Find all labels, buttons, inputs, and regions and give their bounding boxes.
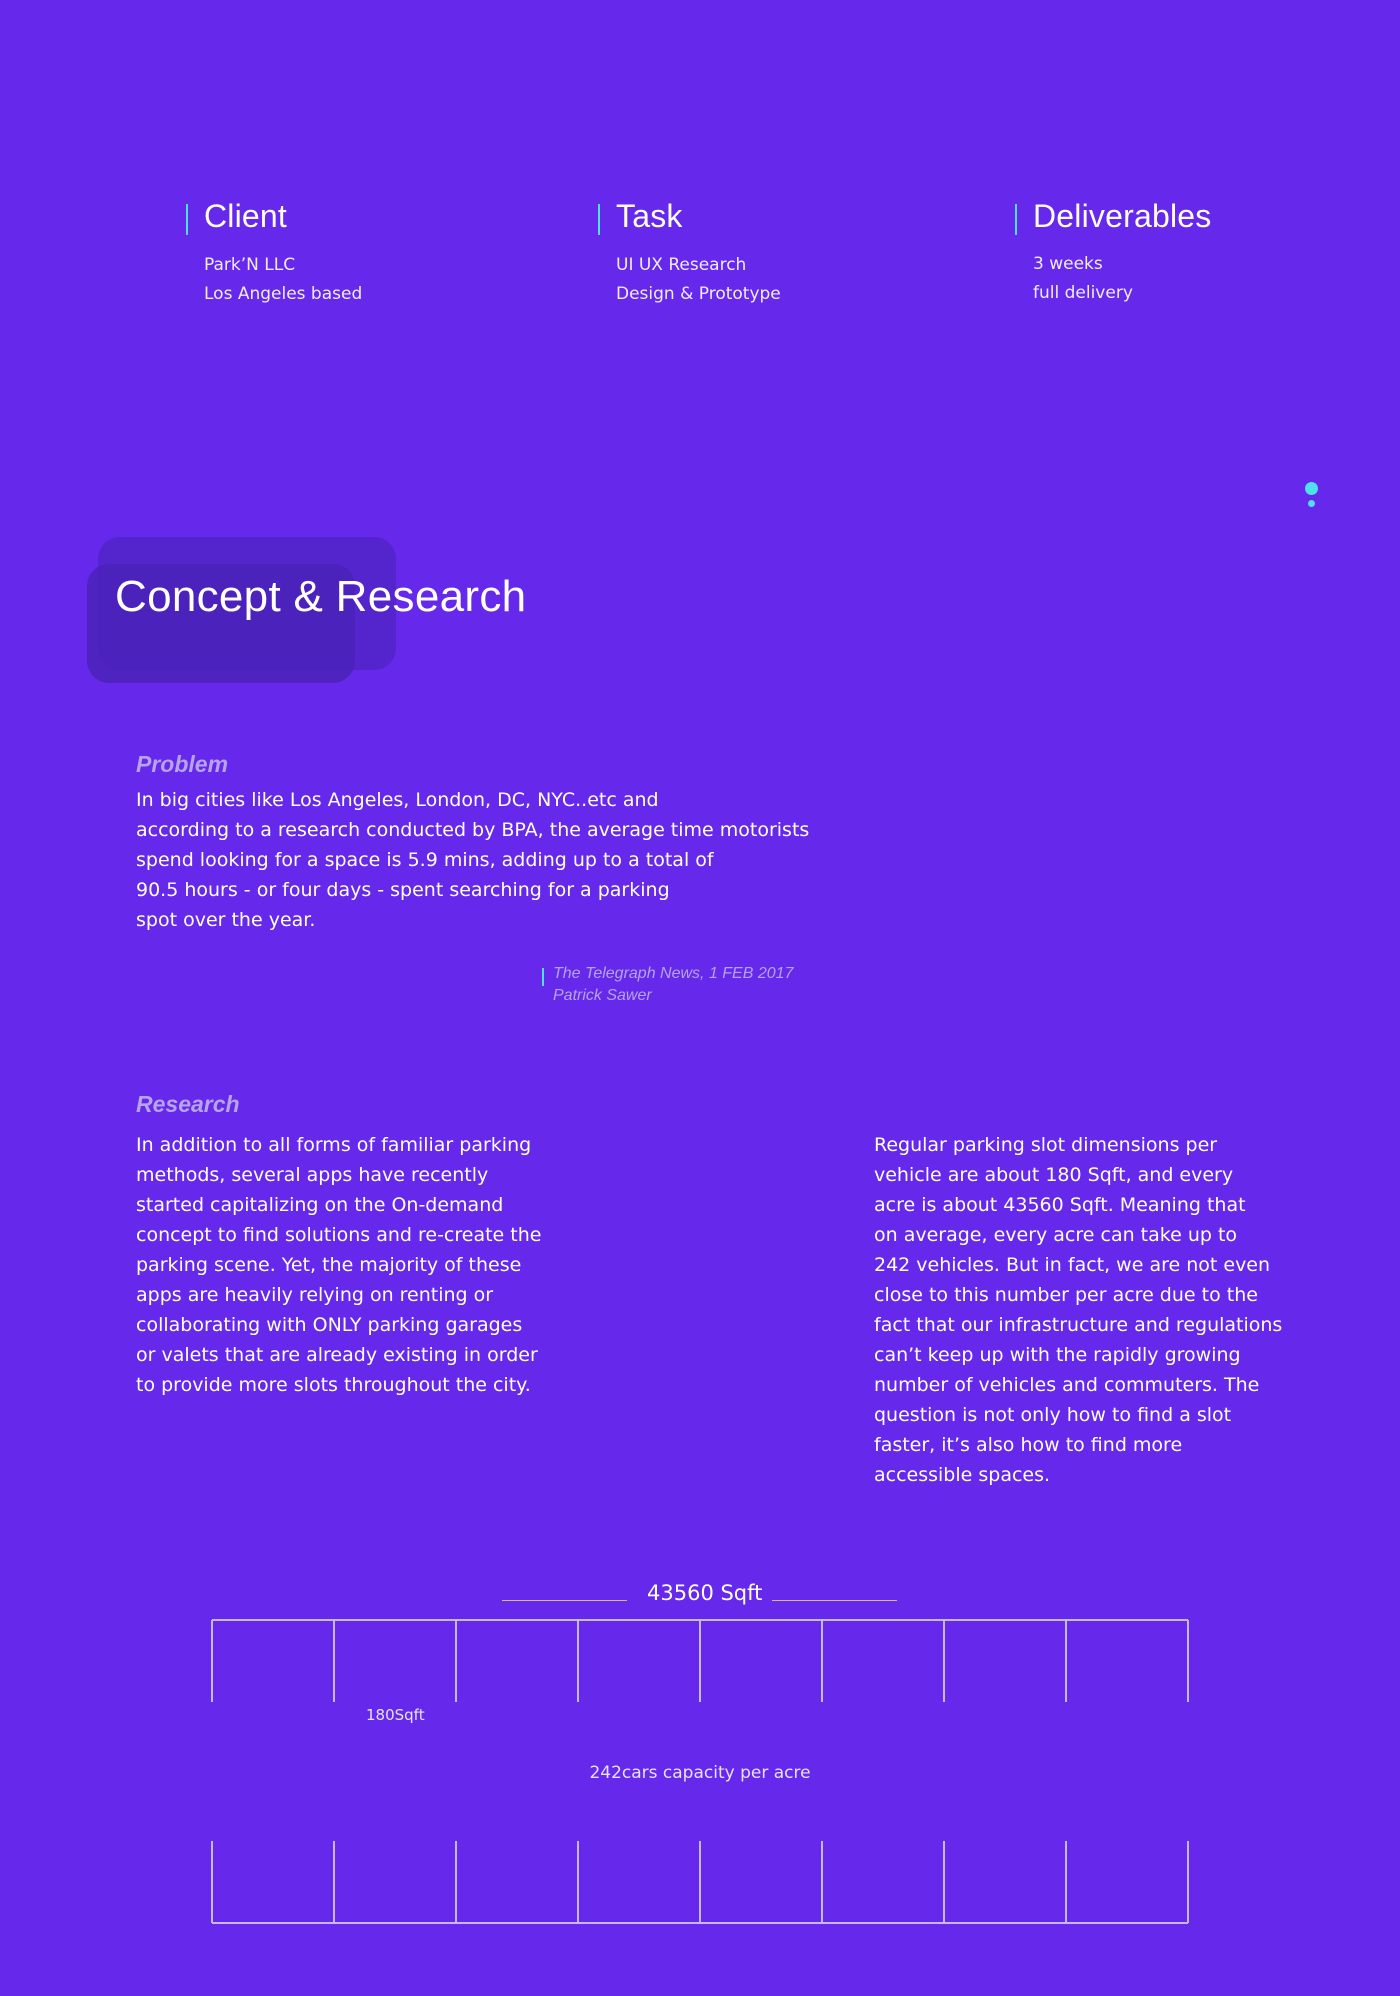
task-line-2: Design & Prototype [616,284,781,304]
citation-source: The Telegraph News, 1 FEB 2017 [553,965,794,982]
research-heading: Research [136,1091,240,1117]
measure-line-right [772,1600,897,1601]
parking-slots-bottom-row [211,1840,1189,1924]
task-title: Task [616,198,683,234]
paragraph-line: faster, it’s also how to find more [874,1434,1183,1456]
section-title: Concept & Research [115,572,527,621]
research-paragraph-left [136,1130,541,1400]
paragraph-line: Regular parking slot dimensions per [874,1134,1218,1156]
paragraph-line: collaborating with ONLY parking garages [136,1314,523,1336]
accent-bar [598,204,600,235]
capacity-label: 242cars capacity per acre [589,1763,811,1783]
deliverables-line-2: full delivery [1033,283,1133,303]
citation-author: Patrick Sawer [553,987,652,1004]
parking-slots-top-svg [211,1619,1189,1703]
problem-heading: Problem [136,751,229,777]
paragraph-line: can’t keep up with the rapidly growing [874,1344,1241,1366]
decorative-dot [1305,482,1318,495]
paragraph-line: on average, every acre can take up to [874,1224,1238,1246]
paragraph-line: or valets that are already existing in order [136,1344,538,1366]
paragraph-line: question is not only how to find a slot [874,1404,1232,1426]
paragraph-line: vehicle are about 180 Sqft, and every [874,1164,1234,1186]
paragraph-line: spot over the year. [136,909,316,931]
paragraph-line: close to this number per acre due to the [874,1284,1258,1306]
paragraph-line: acre is about 43560 Sqft. Meaning that [874,1194,1246,1216]
paragraph-line: concept to find solutions and re-create the [136,1224,542,1246]
citation-accent-bar [542,968,544,986]
acre-size-label: 43560 Sqft [647,1581,763,1605]
paragraph-line: number of vehicles and commuters. The [874,1374,1260,1396]
paragraph-line: 90.5 hours - or four days - spent searching for a parking [136,879,670,901]
task-line-1: UI UX Research [616,255,747,275]
research-paragraph-right [874,1130,1282,1490]
measure-line-left [502,1600,627,1601]
paragraph-line: In addition to all forms of familiar parking [136,1134,532,1156]
paragraph-line: methods, several apps have recently [136,1164,489,1186]
paragraph-line: started capitalizing on the On-demand [136,1194,504,1216]
deliverables-line-1: 3 weeks [1033,254,1103,274]
paragraph-line: to provide more slots throughout the city. [136,1374,531,1396]
parking-slots-top-row [211,1619,1189,1703]
accent-bar [1015,204,1017,235]
slot-size-label: 180Sqft [366,1706,425,1724]
decorative-dot-small [1308,500,1315,507]
parking-slots-bottom-svg [211,1840,1189,1924]
paragraph-line: spend looking for a space is 5.9 mins, adding up to a total of [136,849,714,871]
client-title: Client [204,198,288,234]
paragraph-line: 242 vehicles. But in fact, we are not even [874,1254,1271,1276]
paragraph-line: fact that our infrastructure and regulations [874,1314,1283,1336]
paragraph-line: apps are heavily relying on renting or [136,1284,494,1306]
paragraph-line: parking scene. Yet, the majority of these [136,1254,522,1276]
accent-bar [186,204,188,235]
paragraph-line: according to a research conducted by BPA, the average time motorists [136,819,810,841]
client-line-1: Park’N LLC [204,255,296,275]
problem-paragraph [136,785,809,935]
paragraph-line: accessible spaces. [874,1464,1051,1486]
deliverables-title: Deliverables [1033,198,1212,234]
paragraph-line: In big cities like Los Angeles, London, DC, NYC..etc and [136,789,659,811]
client-line-2: Los Angeles based [204,284,363,304]
